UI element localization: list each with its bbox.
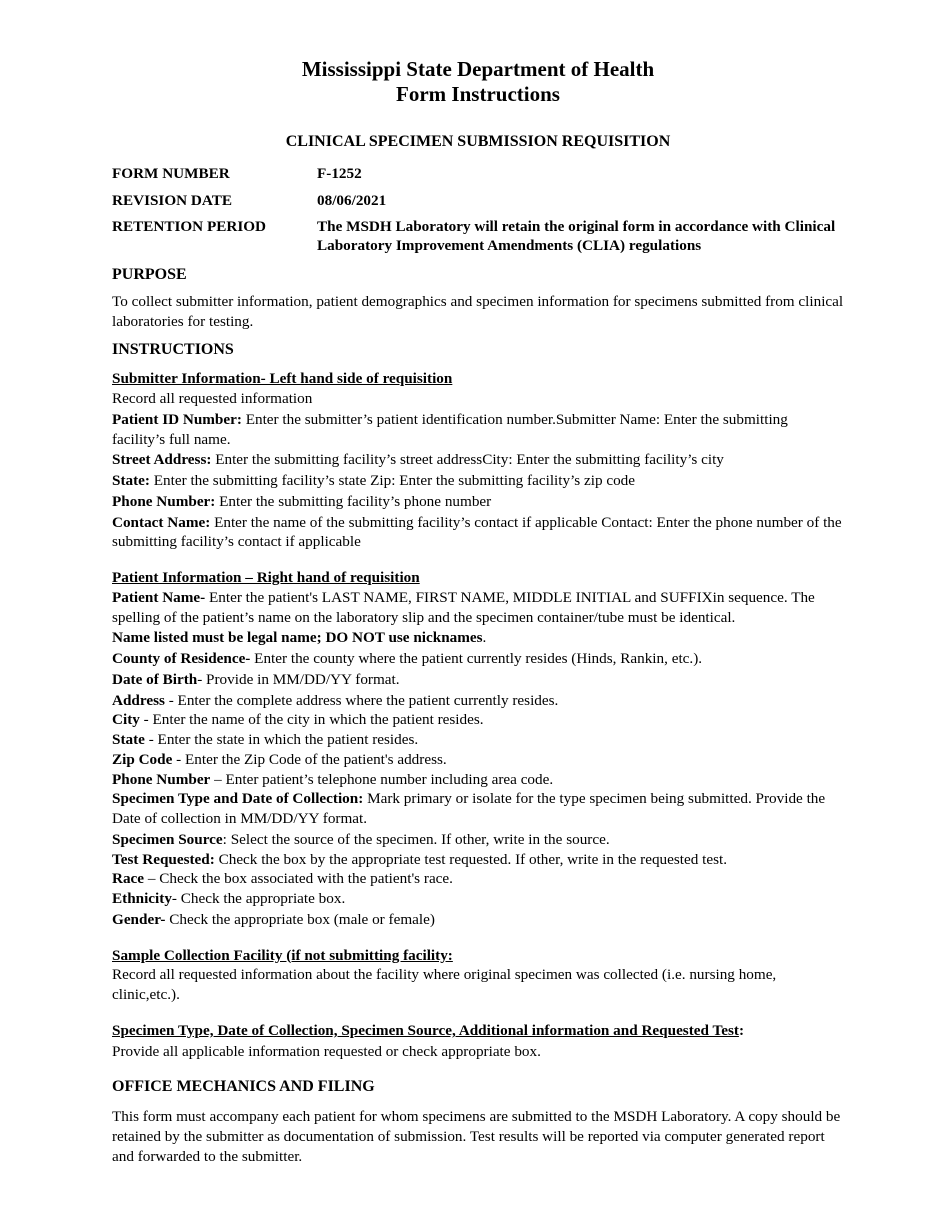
retention-period-row — [112, 217, 844, 255]
item-label: Contact Name: — [112, 513, 211, 531]
patient-item — [112, 670, 844, 690]
submitter-item — [112, 513, 844, 553]
patient-item — [112, 710, 844, 730]
item-text: – Enter patient’s telephone number including area code. — [210, 770, 554, 788]
specimen-heading-colon: : — [738, 1021, 744, 1039]
item-label: Test Requested: — [112, 850, 215, 868]
item-text: Enter the name of the submitting facility’s contact if applicable Contact: Enter the phone number of the submitting facility’s contact if applicable — [112, 513, 842, 551]
item-label: Address — [112, 691, 165, 709]
patient-item — [112, 750, 844, 770]
item-label: Ethnicity — [112, 890, 172, 908]
submitter-intro: Record all requested information — [112, 390, 313, 408]
item-text: - Enter the complete address where the patient currently resides. — [164, 691, 559, 709]
item-label: Specimen Type and Date of Collection: — [112, 790, 364, 808]
item-label: Street Address: — [112, 451, 212, 469]
retention-period-value: The MSDH Laboratory will retain the original form in accordance with Clinical Laboratory Improvement Amendments (CLIA) regulations — [317, 218, 836, 255]
submitter-item — [112, 410, 844, 450]
purpose-text: To collect submitter information, patient demographics and specimen information for specimens submitted from clinical laboratories for testing. — [112, 293, 844, 330]
warning-end: . — [482, 629, 487, 647]
office-mechanics-heading: OFFICE MECHANICS AND FILING — [112, 1078, 375, 1096]
revision-date-value: 08/06/2021 — [317, 191, 387, 209]
patient-item — [112, 770, 844, 790]
item-label: County of Residence- — [112, 650, 251, 668]
item-text: - Provide in MM/DD/YY format. — [197, 670, 400, 688]
specimen-heading-line — [112, 1021, 844, 1041]
form-number-row — [112, 164, 844, 184]
patient-name-item — [112, 588, 844, 628]
item-label: Phone Number: — [112, 492, 216, 510]
revision-date-label: REVISION DATE — [112, 191, 232, 209]
specimen-text: Provide all applicable information requested or check appropriate box. — [112, 1042, 541, 1060]
item-text: – Check the box associated with the patient's race. — [144, 870, 453, 888]
purpose-heading: PURPOSE — [112, 266, 187, 284]
submitter-info-heading: Submitter Information- Left hand side of requisition — [112, 370, 453, 388]
submitter-item — [112, 471, 844, 491]
document-page — [112, 0, 844, 1166]
item-label: Patient ID Number: — [112, 410, 242, 428]
item-text: Check the box by the appropriate test requested. If other, write in the requested test. — [214, 850, 728, 868]
item-label: Zip Code — [112, 750, 173, 768]
item-text: Enter the patient's LAST NAME, FIRST NAME, MIDDLE INITIAL and SUFFIXin sequence. The spelling of the patient’s name on the laboratory slip and the specimen container/tube must be identical. — [112, 588, 815, 626]
item-text: - Enter the name of the city in which the patient resides. — [139, 711, 484, 729]
item-label: Patient Name- — [112, 588, 206, 606]
item-label: Race — [112, 870, 145, 888]
revision-date-row — [112, 191, 844, 211]
patient-item — [112, 869, 844, 889]
item-text: Mark primary or isolate for the type specimen being submitted. Provide the Date of collection in MM/DD/YY format. — [112, 790, 826, 828]
instructions-heading: INSTRUCTIONS — [112, 340, 234, 358]
item-text: - Enter the state in which the patient resides. — [144, 731, 419, 749]
patient-name-warning — [112, 628, 844, 648]
specimen-heading: Specimen Type, Date of Collection, Specimen Source, Additional information and Requested Test — [112, 1021, 739, 1039]
spacer — [112, 552, 844, 568]
form-title: CLINICAL SPECIMEN SUBMISSION REQUISITION — [285, 133, 671, 150]
item-label: State: — [112, 472, 150, 490]
item-label: Date of Birth — [112, 670, 198, 688]
spacer — [112, 1061, 844, 1077]
submitter-item — [112, 492, 844, 512]
submitter-item — [112, 450, 844, 470]
spacer — [112, 930, 844, 946]
item-text: Enter the submitting facility’s state Zip: Enter the submitting facility’s zip code — [149, 472, 636, 490]
collection-facility-heading: Sample Collection Facility (if not submitting facility: — [112, 946, 453, 964]
item-text: Enter the county where the patient currently resides (Hinds, Rankin, etc.). — [250, 650, 703, 668]
item-label: Specimen Source — [112, 830, 223, 848]
office-mechanics-text: This form must accompany each patient for whom specimens are submitted to the MSDH Laboratory. A copy should be retained by the submitter as documentation of submission. Test results will be reported via computer generated report and forwarded to the submitter. — [112, 1108, 841, 1165]
item-label: Phone Number — [112, 770, 211, 788]
item-text: - Enter the Zip Code of the patient's address. — [172, 750, 447, 768]
warning-text: Name listed must be legal name; DO NOT use nicknames — [112, 629, 483, 647]
patient-item — [112, 730, 844, 750]
item-text: : Select the source of the specimen. If other, write in the source. — [222, 830, 610, 848]
patient-item — [112, 910, 844, 930]
item-label: Gender- — [112, 910, 166, 928]
patient-item — [112, 789, 844, 829]
item-text: Enter the submitting facility’s phone number — [215, 492, 492, 510]
title-line-1: Mississippi State Department of Health — [301, 57, 655, 81]
item-text: Enter the submitter’s patient identification number.Submitter Name: Enter the submitting facility’s full name. — [112, 410, 788, 448]
item-text: Check the appropriate box (male or female) — [165, 910, 435, 928]
form-number-label: FORM NUMBER — [112, 164, 230, 182]
item-text: Enter the submitting facility’s street addressCity: Enter the submitting facility’s city — [211, 451, 724, 469]
patient-item — [112, 889, 844, 909]
patient-item — [112, 830, 844, 850]
item-label: State — [112, 731, 145, 749]
page-title — [112, 57, 844, 107]
patient-item — [112, 649, 844, 669]
retention-period-label: RETENTION PERIOD — [112, 218, 267, 236]
item-text: - Check the appropriate box. — [171, 890, 346, 908]
collection-facility-text: Record all requested information about the facility where original specimen was collected (i.e. nursing home, clinic,etc.). — [112, 966, 777, 1004]
patient-info-heading: Patient Information – Right hand of requisition — [112, 569, 420, 587]
item-label: City — [112, 711, 140, 729]
patient-item — [112, 691, 844, 711]
patient-item — [112, 850, 844, 870]
title-line-2: Form Instructions — [396, 82, 560, 106]
form-number-value: F-1252 — [317, 164, 362, 182]
spacer — [112, 1005, 844, 1021]
